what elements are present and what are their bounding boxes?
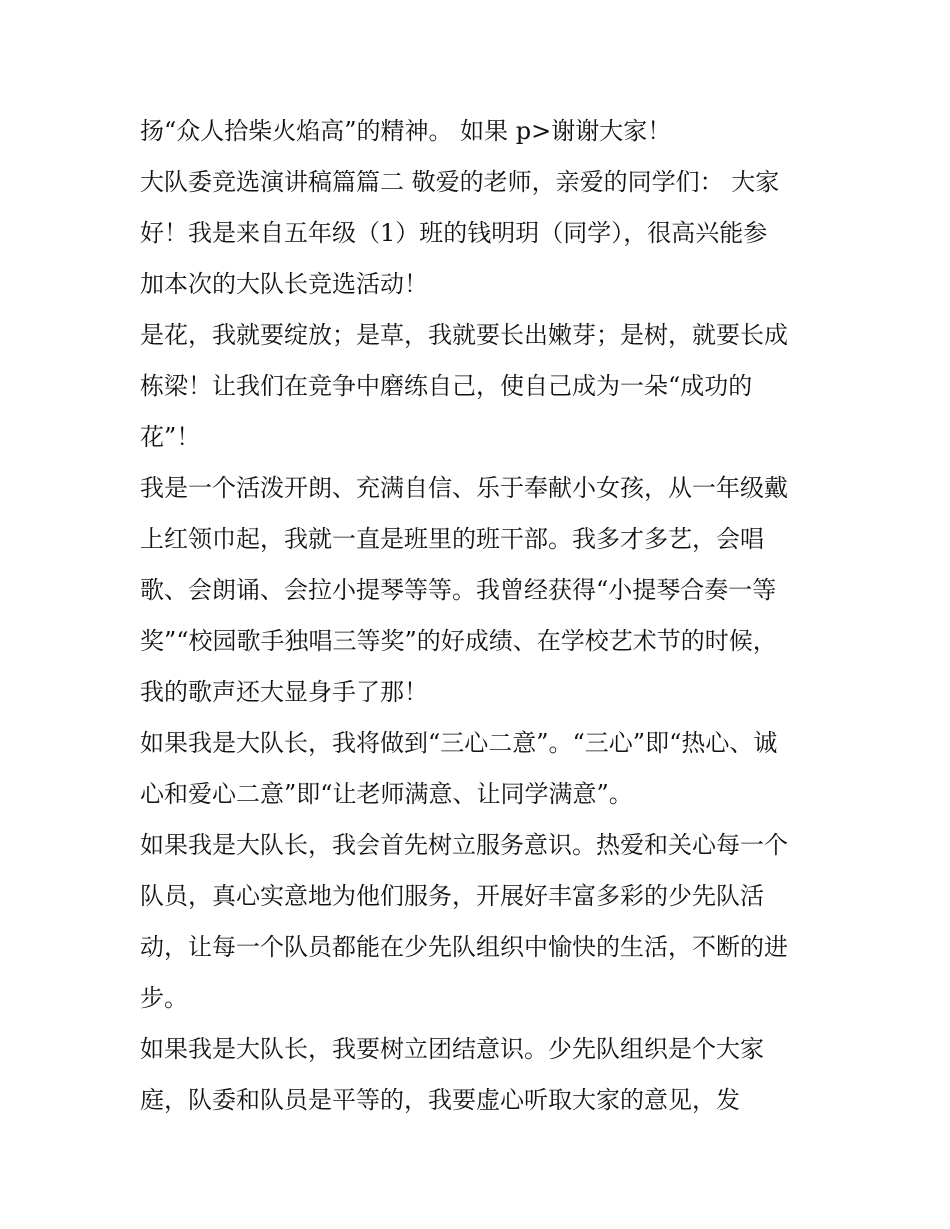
paragraph-line: 心和爱心二意”即“让老师满意、让同学满意”。 bbox=[140, 780, 633, 808]
paragraph-3 bbox=[140, 310, 820, 463]
paragraph-line: 如果我是大队长，我要树立团结意识。少先队组织是个大家 bbox=[140, 1035, 764, 1063]
paragraph-line: 我是一个活泼开朗、充满自信、乐于奉献小女孩，从一年级戴 bbox=[140, 474, 788, 502]
document-body bbox=[140, 106, 820, 1126]
paragraph-line: 扬“众人拾柴火焰高”的精神。 如果 p>谢谢大家！ bbox=[140, 117, 672, 145]
paragraph-4 bbox=[140, 463, 820, 718]
paragraph-line: 如果我是大队长，我会首先树立服务意识。热爱和关心每一个 bbox=[140, 831, 788, 859]
paragraph-6 bbox=[140, 820, 820, 1024]
paragraph-line: 奖”“校园歌手独唱三等奖”的好成绩、在学校艺术节的时候， bbox=[140, 627, 777, 655]
paragraph-line: 我的歌声还大显身手了那！ bbox=[140, 678, 428, 706]
paragraph-line: 大队委竞选演讲稿篇篇二 敬爱的老师，亲爱的同学们： 大家 bbox=[140, 168, 780, 196]
paragraph-line: 加本次的大队长竞选活动！ bbox=[140, 270, 428, 298]
paragraph-line: 庭，队委和队员是平等的，我要虚心听取大家的意见，发 bbox=[140, 1086, 740, 1114]
paragraph-line: 如果我是大队长，我将做到“三心二意”。“三心”即“热心、诚 bbox=[140, 729, 778, 757]
paragraph-line: 动，让每一个队员都能在少先队组织中愉快的生活，不断的进 bbox=[140, 933, 788, 961]
paragraph-line: 队员，真心实意地为他们服务，开展好丰富多彩的少先队活 bbox=[140, 882, 764, 910]
paragraph-line: 好！我是来自五年级（1）班的钱明玥（同学），很高兴能参 bbox=[140, 219, 768, 247]
paragraph-2 bbox=[140, 157, 820, 310]
paragraph-5 bbox=[140, 718, 820, 820]
paragraph-line: 歌、会朗诵、会拉小提琴等等。我曾经获得“小提琴合奏一等 bbox=[140, 576, 777, 604]
paragraph-7 bbox=[140, 1024, 820, 1126]
paragraph-line: 步。 bbox=[140, 984, 188, 1012]
paragraph-line: 上红领巾起，我就一直是班里的班干部。我多才多艺，会唱 bbox=[140, 525, 764, 553]
paragraph-line: 栋梁！让我们在竞争中磨练自己，使自己成为一朵“成功的 bbox=[140, 372, 753, 400]
paragraph-line: 花”！ bbox=[140, 423, 201, 451]
paragraph-1 bbox=[140, 106, 820, 157]
paragraph-line: 是花，我就要绽放；是草，我就要长出嫩芽；是树，就要长成 bbox=[140, 321, 788, 349]
